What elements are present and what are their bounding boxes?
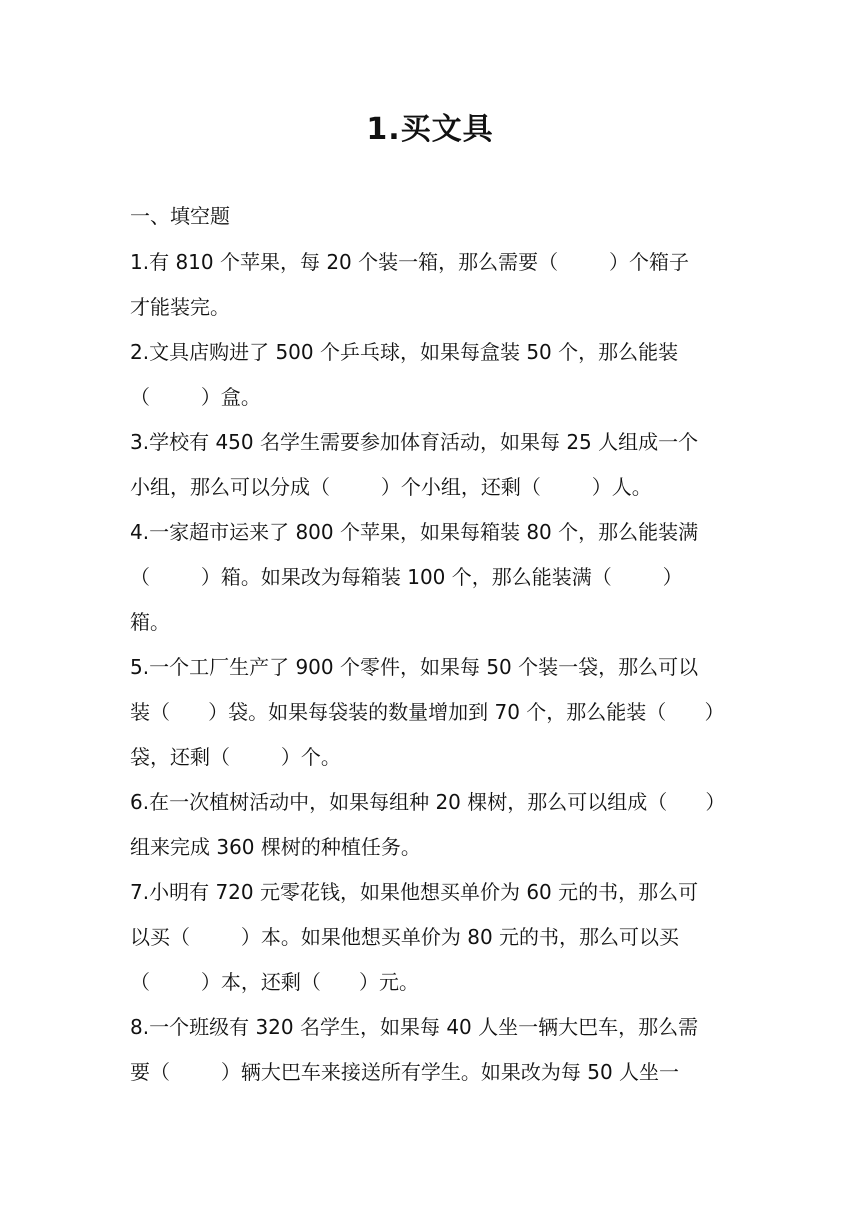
document-title: 1.买文具	[366, 112, 494, 147]
text-line: 6.在一次植树活动中，如果每组种 20 棵树，那么可以组成（ ）	[130, 790, 726, 814]
text-line: 袋，还剩（ ）个。	[130, 745, 341, 769]
text-line: 才能装完。	[130, 295, 230, 319]
text-line: 小组，那么可以分成（ ）个小组，还剩（ ）人。	[130, 475, 652, 499]
text-line: 5.一个工厂生产了 900 个零件，如果每 50 个装一袋，那么可以	[130, 655, 699, 679]
text-line: 箱。	[130, 610, 170, 634]
text-line: （ ）本，还剩（ ）元。	[130, 970, 420, 994]
text-line: （ ）盒。	[130, 385, 261, 409]
text-line: 1.有 810 个苹果，每 20 个装一箱，那么需要（ ）个箱子	[130, 250, 689, 274]
section-heading: 一、填空题	[130, 204, 230, 228]
text-line: 8.一个班级有 320 名学生，如果每 40 人坐一辆大巴车，那么需	[130, 1015, 699, 1039]
text-line: 组来完成 360 棵树的种植任务。	[130, 835, 421, 859]
text-line: 以买（ ）本。如果他想买单价为 80 元的书，那么可以买	[130, 925, 680, 949]
text-line: 2.文具店购进了 500 个乒乓球，如果每盒装 50 个，那么能装	[130, 340, 679, 364]
text-line: 7.小明有 720 元零花钱，如果他想买单价为 60 元的书，那么可	[130, 880, 699, 904]
text-line: 装（ ）袋。如果每袋装的数量增加到 70 个，那么能装（ ）	[130, 700, 725, 724]
text-line: 3.学校有 450 名学生需要参加体育活动，如果每 25 人组成一个	[130, 430, 699, 454]
text-line: （ ）箱。如果改为每箱装 100 个，那么能装满（ ）	[130, 565, 683, 589]
text-line: 4.一家超市运来了 800 个苹果，如果每箱装 80 个，那么能装满	[130, 520, 699, 544]
text-line: 要（ ）辆大巴车来接送所有学生。如果改为每 50 人坐一	[130, 1060, 680, 1084]
